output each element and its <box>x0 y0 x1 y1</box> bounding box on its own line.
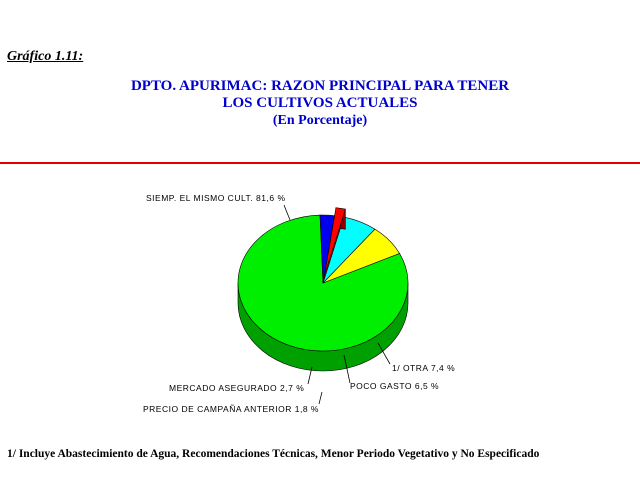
slice-label-mercado-asegurado: MERCADO ASEGURADO 2,7 % <box>169 383 305 393</box>
slice-label-poco-gasto: POCO GASTO 6,5 % <box>350 381 440 391</box>
chart-title-line-2: LOS CULTIVOS ACTUALES <box>222 95 418 111</box>
pie-slices <box>238 215 408 351</box>
footnote: 1/ Incluye Abastecimiento de Agua, Recomendaciones Técnicas, Menor Periodo Vegetativo y No Especificado <box>7 448 540 460</box>
chart-number-label: Gráfico 1.11: <box>7 49 84 64</box>
chart-subtitle: (En Porcentaje) <box>272 113 368 128</box>
slice-label-siemp-el-mismo-cult: SIEMP. EL MISMO CULT. 81,6 % <box>146 193 286 203</box>
leader-line-siemp-el-mismo-cult <box>284 205 290 220</box>
slice-label-precio-de-campana-anterior: PRECIO DE CAMPAÑA ANTERIOR 1,8 % <box>143 404 319 414</box>
leader-line-precio-de-campana-anterior <box>319 392 322 404</box>
chart-title-line-1: DPTO. APURIMAC: RAZON PRINCIPAL PARA TENER <box>130 78 510 94</box>
slice-label-: 1/ OTRA 7,4 % <box>392 363 456 373</box>
